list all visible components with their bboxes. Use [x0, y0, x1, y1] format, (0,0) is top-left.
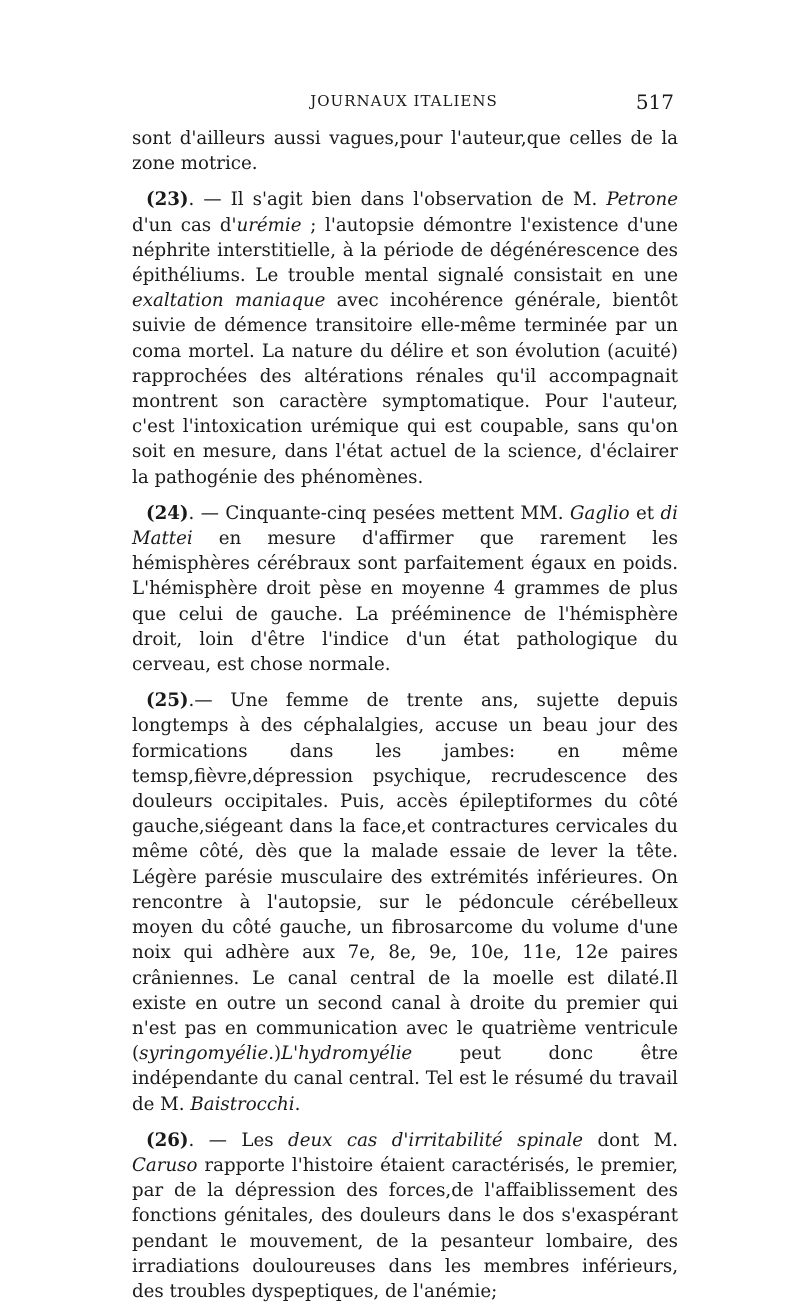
italic-term: syringomyélie. — [139, 1043, 274, 1065]
paragraph-continued — [132, 126, 678, 176]
paragraph-text: . — Il s'agit bien dans l'observation de M. — [188, 189, 607, 211]
paragraph-text: .— Une femme de trente ans, sujette depuis longtemps à des céphalalgies, accuse un beau jour des formications dans les jambes: en même temsp,fièvre,dépression psychique, recrudescence des douleurs occipitales. Puis, accès épileptiformes du côté gauche,siégeant dans la face,et contractures cervicales du même côté, dès que la malade essaie de lever la tête. Légère parésie musculaire des extrémités inférieures. On rencontre à l'autopsie, sur le pédoncule cérébelleux moyen du côté gauche, un fibrosarcome du volume d'une noix qui adhère aux 7e, 8e, 9e, 10e, 11e, 12e paires crâniennes. Le canal central de la moelle est dilaté.Il existe en outre un second canal à droite du premier qui n'est pas en communication avec le quatrième ventricule ( — [132, 690, 678, 1065]
paragraph-text: sont d'ailleurs aussi vagues,pour l'auteur,que celles de la zone motrice. — [132, 128, 678, 175]
paragraph-26 — [132, 1128, 678, 1304]
paragraph-text: rapporte l'histoire étaient caractérisés, le premier, par de la dépression des forces,de l'affaiblissement des fonctions génitales, des douleurs dans le dos s'exaspérant pendant le mouvement, de la pesanteur lombaire, des irradiations douloureuses dans les membres inférieurs, des troubles dyspeptiques, de l'anémie; — [132, 1154, 678, 1302]
running-head — [134, 92, 674, 116]
paragraph-text: avec incohérence générale, bientôt suivie de démence transitoire elle-même terminée par un coma mortel. La nature du délire et son évolution (acuité) rapprochées des altérations rénales qu'il accompagnait montrent son caractère symptomatique. Pour l'auteur, c'est l'intoxication urémique qui est coupable, sans qu'on soit en mesure, dans l'état actuel de la science, d'éclairer la pathogénie des phénomènes. — [132, 290, 678, 488]
paragraph-23 — [132, 187, 678, 489]
author-name: di Mattei — [132, 502, 678, 550]
page-number: 517 — [635, 90, 674, 114]
paragraph-text: . — Les — [188, 1129, 289, 1151]
paragraph-24 — [132, 501, 678, 677]
body-text — [132, 126, 678, 1304]
paragraph-text: . — [294, 1093, 301, 1115]
paragraph-text: dont M. — [583, 1129, 678, 1151]
author-name: Caruso — [132, 1154, 198, 1176]
paragraph-text: peut donc être indépendante du canal central. Tel est le résumé du travail de M. — [132, 1043, 678, 1115]
author-name: Petrone — [606, 189, 678, 211]
author-name: Gaglio — [570, 502, 630, 524]
paragraph-25 — [132, 688, 678, 1116]
italic-term: urémie — [236, 214, 302, 236]
paragraph-text: et — [629, 502, 661, 524]
paragraph-text: d'un cas d' — [132, 214, 237, 236]
paragraph-text: ; l'autopsie démontre l'existence d'une néphrite interstitielle, à la période de dégénérescence des épithéliums. Le trouble mental signalé consistait en une — [132, 214, 679, 287]
author-name: Baistrocchi — [190, 1093, 295, 1115]
italic-term: exaltation maniaque — [132, 290, 326, 312]
footnote-number: (26) — [146, 1129, 189, 1151]
footnote-number: (23) — [146, 189, 189, 211]
italic-term: deux cas d'irritabilité spinale — [288, 1129, 584, 1151]
paragraph-text: ) — [274, 1043, 282, 1065]
footnote-number: (24) — [146, 502, 189, 524]
footnote-number: (25) — [146, 690, 189, 712]
paragraph-text: en mesure d'affirmer que rarement les hémisphères cérébraux sont parfaitement égaux en poids. L'hémisphère droit pèse en moyenne 4 grammes de plus que celui de gauche. La prééminence de l'hémisphère droit, loin d'être l'indice d'un état pathologique du cerveau, est chose normale. — [132, 528, 678, 676]
running-title: JOURNAUX ITALIENS — [310, 92, 498, 110]
paragraph-text: . — Cinquante-cinq pesées mettent MM. — [188, 502, 570, 524]
italic-term: L'hydromyélie — [281, 1043, 413, 1065]
